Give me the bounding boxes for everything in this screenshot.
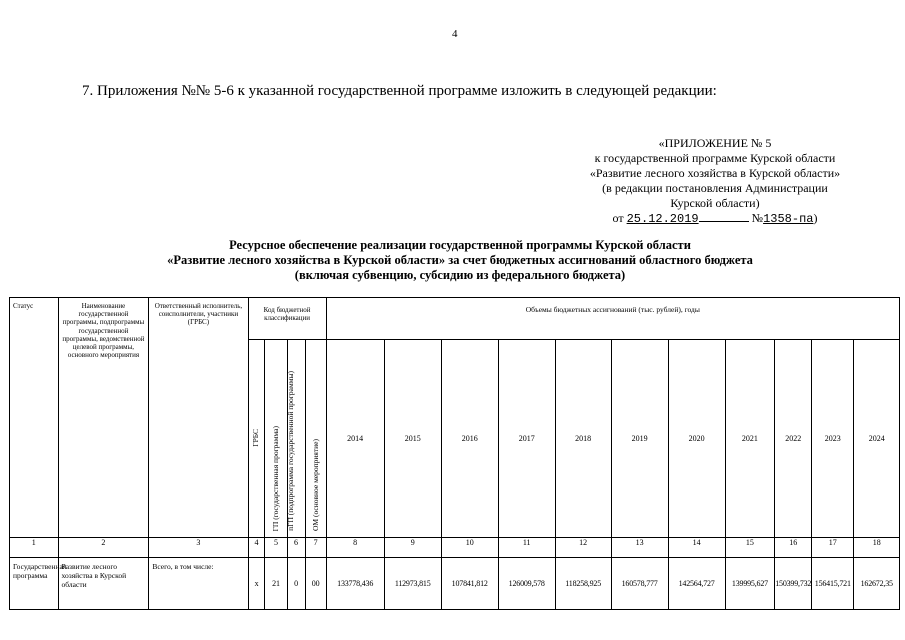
date-prefix: от xyxy=(612,211,624,225)
col-number: 11 xyxy=(498,538,555,558)
header-volumes: Объемы бюджетных ассигнований (тыс. рублей), годы xyxy=(326,298,899,340)
col-number: 14 xyxy=(668,538,725,558)
year-2021: 2021 xyxy=(725,340,775,538)
year-2014: 2014 xyxy=(326,340,384,538)
col-number: 18 xyxy=(854,538,900,558)
title-line-3: (включая субвенцию, субсидию из федерального бюджета) xyxy=(294,268,626,282)
year-2019: 2019 xyxy=(611,340,668,538)
header-name: Наименование государственной программы, подпрограммы государственной программы, ведомственной целевой программы, основного мероприятия xyxy=(58,298,149,538)
title-line-1: Ресурсное обеспечение реализации государственной программы Курской области xyxy=(229,238,691,252)
year-2017: 2017 xyxy=(498,340,555,538)
cell-pgp: 0 xyxy=(287,558,305,610)
cell-value-2021: 139995,627 xyxy=(725,558,775,610)
year-2022: 2022 xyxy=(775,340,812,538)
cell-value-2014: 133778,436 xyxy=(326,558,384,610)
year-2024: 2024 xyxy=(854,340,900,538)
column-numbers-row xyxy=(10,538,900,558)
header-pgp: пГП (подпрограмма государственной программы) xyxy=(287,340,305,538)
title-line-2: «Развитие лесного хозяйства в Курской области» за счет бюджетных ассигнований областного бюджета xyxy=(167,253,753,267)
year-2023: 2023 xyxy=(812,340,854,538)
cell-value-2024: 162672,35 xyxy=(854,558,900,610)
header-responsible: Ответственный исполнитель, соисполнители, участники (ГРБС) xyxy=(149,298,248,538)
cell-status: Государственная программа xyxy=(10,558,59,610)
col-number: 8 xyxy=(326,538,384,558)
cell-responsible: Всего, в том числе: xyxy=(149,558,248,610)
appendix-line-5: Курской области) xyxy=(670,196,760,210)
cell-value-2019: 160578,777 xyxy=(611,558,668,610)
appendix-line-1: «ПРИЛОЖЕНИЕ № 5 xyxy=(658,136,772,150)
year-2015: 2015 xyxy=(384,340,441,538)
col-number: 2 xyxy=(58,538,149,558)
cell-value-2015: 112973,815 xyxy=(384,558,441,610)
header-om: ОМ (основное мероприятие) xyxy=(305,340,326,538)
cell-om: 00 xyxy=(305,558,326,610)
cell-value-2023: 156415,721 xyxy=(812,558,854,610)
col-number: 15 xyxy=(725,538,775,558)
cell-value-2016: 107841,812 xyxy=(441,558,498,610)
appendix-block xyxy=(560,136,870,227)
table-row xyxy=(10,558,900,610)
cell-value-2018: 118258,925 xyxy=(555,558,611,610)
page-number: 4 xyxy=(452,28,458,40)
year-2016: 2016 xyxy=(441,340,498,538)
col-number: 5 xyxy=(265,538,287,558)
appendix-line-2: к государственной программе Курской области xyxy=(594,151,836,165)
col-number: 6 xyxy=(287,538,305,558)
col-number: 4 xyxy=(248,538,265,558)
col-number: 17 xyxy=(812,538,854,558)
cell-value-2022: 150399,732 xyxy=(775,558,812,610)
cell-gp: 21 xyxy=(265,558,287,610)
appendix-date-line xyxy=(560,211,870,227)
closing-paren: ) xyxy=(813,211,818,225)
header-budget-code: Код бюджетной классификации xyxy=(248,298,326,340)
col-number: 7 xyxy=(305,538,326,558)
header-gp: ГП (государственная программа) xyxy=(265,340,287,538)
number-prefix: № xyxy=(751,211,764,225)
col-number: 13 xyxy=(611,538,668,558)
header-status: Статус xyxy=(10,298,59,538)
resolution-date: 25.12.2019 xyxy=(626,212,699,226)
appendix-line-3: «Развитие лесного хозяйства в Курской области» xyxy=(589,166,841,180)
intro-text: 7. Приложения №№ 5-6 к указанной государственной программе изложить в следующей редакции: xyxy=(82,83,717,99)
col-number: 16 xyxy=(775,538,812,558)
resource-table xyxy=(9,297,900,610)
col-number: 9 xyxy=(384,538,441,558)
document-title xyxy=(120,238,800,283)
year-2020: 2020 xyxy=(668,340,725,538)
header-grbs: ГРБС xyxy=(248,340,265,538)
col-number: 10 xyxy=(441,538,498,558)
col-number: 12 xyxy=(555,538,611,558)
resolution-number: 1358-па xyxy=(763,212,814,226)
col-number: 3 xyxy=(149,538,248,558)
col-number: 1 xyxy=(10,538,59,558)
year-2018: 2018 xyxy=(555,340,611,538)
cell-grbs: х xyxy=(248,558,265,610)
cell-value-2017: 126009,578 xyxy=(498,558,555,610)
cell-value-2020: 142564,727 xyxy=(668,558,725,610)
cell-name: Развитие лесного хозяйства в Курской области xyxy=(58,558,149,610)
date-underline xyxy=(699,211,749,222)
appendix-line-4: (в редакции постановления Администрации xyxy=(602,181,828,195)
